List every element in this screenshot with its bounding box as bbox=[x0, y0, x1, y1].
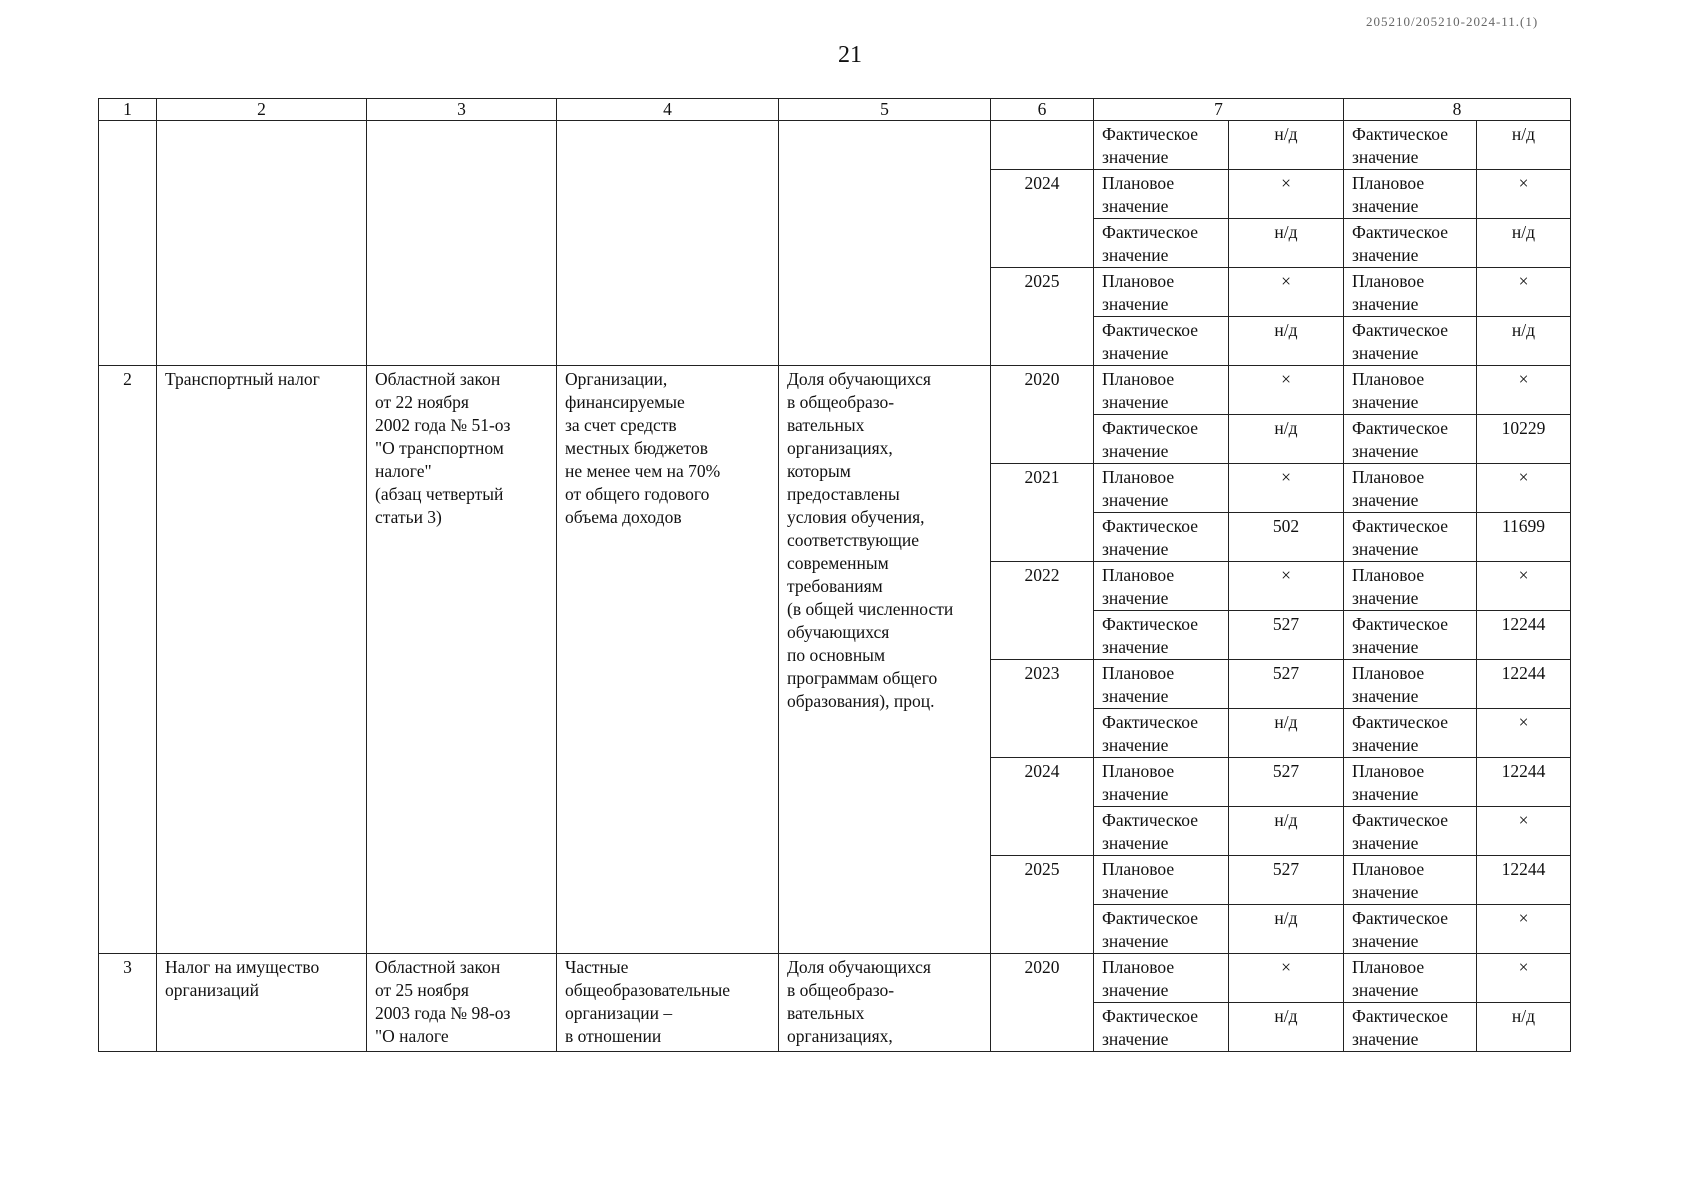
tax-name-line: организаций bbox=[165, 980, 259, 1000]
target-indicator bbox=[779, 366, 991, 954]
target-indicator-line: организациях, bbox=[787, 438, 893, 458]
column-number: 1 bbox=[99, 99, 157, 121]
indicator-value-col8: 12244 bbox=[1477, 611, 1571, 660]
indicator-value-col7: × bbox=[1229, 268, 1344, 317]
indicator-value-col7: н/д bbox=[1229, 219, 1344, 268]
indicator-value-col8: н/д bbox=[1477, 317, 1571, 366]
indicator-value-col8: × bbox=[1477, 954, 1571, 1003]
indicator-value-col7: н/д bbox=[1229, 709, 1344, 758]
legal-basis-line: 2003 года № 98-оз bbox=[375, 1003, 511, 1023]
target-indicator-line: которым bbox=[787, 461, 851, 481]
target-indicator-line: программам общего bbox=[787, 668, 938, 688]
indicator-label-col8: Фактическое значение bbox=[1344, 317, 1477, 366]
indicator-value-col7: × bbox=[1229, 464, 1344, 513]
indicator-value-col8: н/д bbox=[1477, 1003, 1571, 1052]
indicator-label-col8: Фактическое значение bbox=[1344, 121, 1477, 170]
indicator-label-col7: Плановое значение bbox=[1094, 758, 1229, 807]
year-cell: 2025 bbox=[991, 856, 1094, 954]
target-indicator-line: Доля обучающихся bbox=[787, 369, 931, 389]
indicator-label-col8: Плановое значение bbox=[1344, 170, 1477, 219]
indicator-value-col8: 10229 bbox=[1477, 415, 1571, 464]
indicator-value-col8: × bbox=[1477, 709, 1571, 758]
year-cell: 2024 bbox=[991, 758, 1094, 856]
indicator-label-col7: Плановое значение bbox=[1094, 464, 1229, 513]
indicator-value-col7: н/д bbox=[1229, 1003, 1344, 1052]
beneficiary-category bbox=[557, 366, 779, 954]
beneficiary-category-line: Частные bbox=[565, 957, 629, 977]
indicator-value-col8: 12244 bbox=[1477, 660, 1571, 709]
indicator-value-col8: 11699 bbox=[1477, 513, 1571, 562]
tax-name bbox=[157, 954, 367, 1052]
legal-basis-line: (абзац четвертый bbox=[375, 484, 504, 504]
indicator-label-col7: Фактическое значение bbox=[1094, 611, 1229, 660]
target-indicator-line: по основным bbox=[787, 645, 886, 665]
column-number: 3 bbox=[367, 99, 557, 121]
indicator-value-col7: н/д bbox=[1229, 317, 1344, 366]
indicator-label-col7: Фактическое значение bbox=[1094, 317, 1229, 366]
indicator-label-col8: Фактическое значение bbox=[1344, 513, 1477, 562]
beneficiary-category-line: общеобразовательные bbox=[565, 980, 730, 1000]
target-indicator-line: Доля обучающихся bbox=[787, 957, 931, 977]
page-number: 21 bbox=[838, 42, 862, 68]
legal-basis-line: 2002 года № 51-оз bbox=[375, 415, 511, 435]
indicator-label-col8: Фактическое значение bbox=[1344, 905, 1477, 954]
legal-basis-line: налоге" bbox=[375, 461, 432, 481]
indicator-label-col7: Плановое значение bbox=[1094, 170, 1229, 219]
beneficiary-category-line: Организации, bbox=[565, 369, 668, 389]
table-body bbox=[99, 99, 1571, 1052]
indicator-label-col8: Фактическое значение bbox=[1344, 611, 1477, 660]
tax-name: Транспортный налог bbox=[157, 366, 367, 954]
indicator-value-col8: × bbox=[1477, 807, 1571, 856]
indicator-value-col7: н/д bbox=[1229, 807, 1344, 856]
indicator-label-col7: Фактическое значение bbox=[1094, 905, 1229, 954]
legal-basis-line: Областной закон bbox=[375, 957, 501, 977]
indicator-value-col8: × bbox=[1477, 464, 1571, 513]
indicator-value-col7: 527 bbox=[1229, 758, 1344, 807]
target-indicator-line: (в общей численности bbox=[787, 599, 954, 619]
column-number-row bbox=[99, 99, 1571, 121]
indicator-value-col8: × bbox=[1477, 268, 1571, 317]
column-number: 6 bbox=[991, 99, 1094, 121]
empty-continuation-cell bbox=[99, 121, 157, 366]
indicator-value-col7: н/д bbox=[1229, 905, 1344, 954]
indicator-label-col8: Плановое значение bbox=[1344, 856, 1477, 905]
target-indicator-line: обучающихся bbox=[787, 622, 890, 642]
indicator-label-col7: Плановое значение bbox=[1094, 366, 1229, 415]
column-number: 4 bbox=[557, 99, 779, 121]
indicator-label-col7: Фактическое значение bbox=[1094, 709, 1229, 758]
target-indicator-line: условия обучения, bbox=[787, 507, 925, 527]
beneficiary-category-line: в отношении bbox=[565, 1026, 662, 1046]
beneficiary-category-line: финансируемые bbox=[565, 392, 685, 412]
indicator-value-col8: × bbox=[1477, 366, 1571, 415]
column-number: 7 bbox=[1094, 99, 1344, 121]
column-number: 5 bbox=[779, 99, 991, 121]
indicator-label-col8: Фактическое значение bbox=[1344, 415, 1477, 464]
table-row bbox=[99, 121, 1571, 170]
table-row bbox=[99, 954, 1571, 1003]
table-row bbox=[99, 366, 1571, 415]
indicator-label-col7: Фактическое значение bbox=[1094, 415, 1229, 464]
year-cell: 2020 bbox=[991, 366, 1094, 464]
indicator-label-col7: Плановое значение bbox=[1094, 268, 1229, 317]
indicator-label-col8: Фактическое значение bbox=[1344, 219, 1477, 268]
target-indicator-line: в общеобразо- bbox=[787, 392, 895, 412]
indicator-label-col8: Плановое значение bbox=[1344, 758, 1477, 807]
indicator-label-col7: Плановое значение bbox=[1094, 856, 1229, 905]
indicator-label-col7: Фактическое значение bbox=[1094, 1003, 1229, 1052]
beneficiary-category-line: объема доходов bbox=[565, 507, 682, 527]
entry-number: 3 bbox=[99, 954, 157, 1052]
indicator-label-col7: Фактическое значение bbox=[1094, 219, 1229, 268]
indicator-value-col7: × bbox=[1229, 170, 1344, 219]
indicator-label-col7: Фактическое значение bbox=[1094, 513, 1229, 562]
column-number: 8 bbox=[1344, 99, 1571, 121]
indicator-label-col7: Фактическое значение bbox=[1094, 121, 1229, 170]
indicator-label-col8: Плановое значение bbox=[1344, 464, 1477, 513]
indicator-value-col8: н/д bbox=[1477, 121, 1571, 170]
legal-basis bbox=[367, 954, 557, 1052]
indicator-label-col7: Плановое значение bbox=[1094, 562, 1229, 611]
indicator-value-col7: н/д bbox=[1229, 121, 1344, 170]
legal-basis-line: Областной закон bbox=[375, 369, 501, 389]
target-indicator-line: соответствующие bbox=[787, 530, 919, 550]
target-indicator-line: образования), проц. bbox=[787, 691, 935, 711]
indicator-value-col8: × bbox=[1477, 562, 1571, 611]
tax-name-line: Налог на имущество bbox=[165, 957, 320, 977]
empty-continuation-cell bbox=[557, 121, 779, 366]
indicator-label-col7: Фактическое значение bbox=[1094, 807, 1229, 856]
year-cell: 2023 bbox=[991, 660, 1094, 758]
legal-basis-line: "О транспортном bbox=[375, 438, 504, 458]
empty-continuation-cell bbox=[779, 121, 991, 366]
beneficiary-category-line: за счет средств bbox=[565, 415, 677, 435]
indicator-label-col8: Плановое значение bbox=[1344, 268, 1477, 317]
indicator-label-col7: Плановое значение bbox=[1094, 660, 1229, 709]
year-cell: 2024 bbox=[991, 170, 1094, 268]
indicator-value-col7: × bbox=[1229, 366, 1344, 415]
legal-basis-line: от 25 ноября bbox=[375, 980, 469, 1000]
indicator-value-col8: н/д bbox=[1477, 219, 1571, 268]
empty-continuation-cell bbox=[367, 121, 557, 366]
target-indicator-line: организациях, bbox=[787, 1026, 893, 1046]
indicator-label-col8: Плановое значение bbox=[1344, 954, 1477, 1003]
beneficiary-category-line: не менее чем на 70% bbox=[565, 461, 721, 481]
entry-number: 2 bbox=[99, 366, 157, 954]
indicator-value-col8: 12244 bbox=[1477, 758, 1571, 807]
legal-basis bbox=[367, 366, 557, 954]
indicator-label-col8: Плановое значение bbox=[1344, 660, 1477, 709]
indicator-label-col7: Плановое значение bbox=[1094, 954, 1229, 1003]
year-cell: 2020 bbox=[991, 954, 1094, 1052]
indicator-value-col7: × bbox=[1229, 954, 1344, 1003]
beneficiary-category bbox=[557, 954, 779, 1052]
indicator-value-col8: 12244 bbox=[1477, 856, 1571, 905]
year-cell: 2021 bbox=[991, 464, 1094, 562]
target-indicator-line: вательных bbox=[787, 1003, 865, 1023]
column-number: 2 bbox=[157, 99, 367, 121]
benefits-table bbox=[98, 98, 1571, 1052]
indicator-value-col7: 527 bbox=[1229, 660, 1344, 709]
legal-basis-line: статьи 3) bbox=[375, 507, 442, 527]
indicator-value-col8: × bbox=[1477, 905, 1571, 954]
target-indicator-line: в общеобразо- bbox=[787, 980, 895, 1000]
indicator-value-col7: × bbox=[1229, 562, 1344, 611]
beneficiary-category-line: организации – bbox=[565, 1003, 673, 1023]
indicator-label-col8: Фактическое значение bbox=[1344, 1003, 1477, 1052]
indicator-label-col8: Плановое значение bbox=[1344, 366, 1477, 415]
beneficiary-category-line: местных бюджетов bbox=[565, 438, 708, 458]
indicator-value-col7: 527 bbox=[1229, 856, 1344, 905]
year-cell bbox=[991, 121, 1094, 170]
indicator-label-col8: Плановое значение bbox=[1344, 562, 1477, 611]
year-cell: 2022 bbox=[991, 562, 1094, 660]
legal-basis-line: от 22 ноября bbox=[375, 392, 469, 412]
target-indicator-line: требованиям bbox=[787, 576, 883, 596]
target-indicator-line: вательных bbox=[787, 415, 865, 435]
indicator-value-col7: 502 bbox=[1229, 513, 1344, 562]
empty-continuation-cell bbox=[157, 121, 367, 366]
target-indicator-line: современным bbox=[787, 553, 889, 573]
target-indicator-line: предоставлены bbox=[787, 484, 900, 504]
indicator-value-col7: 527 bbox=[1229, 611, 1344, 660]
year-cell: 2025 bbox=[991, 268, 1094, 366]
indicator-label-col8: Фактическое значение bbox=[1344, 709, 1477, 758]
legal-basis-line: "О налоге bbox=[375, 1026, 449, 1046]
indicator-value-col8: × bbox=[1477, 170, 1571, 219]
beneficiary-category-line: от общего годового bbox=[565, 484, 710, 504]
target-indicator bbox=[779, 954, 991, 1052]
document-registration-code: 205210/205210-2024-11.(1) bbox=[1366, 14, 1539, 29]
indicator-label-col8: Фактическое значение bbox=[1344, 807, 1477, 856]
indicator-value-col7: н/д bbox=[1229, 415, 1344, 464]
